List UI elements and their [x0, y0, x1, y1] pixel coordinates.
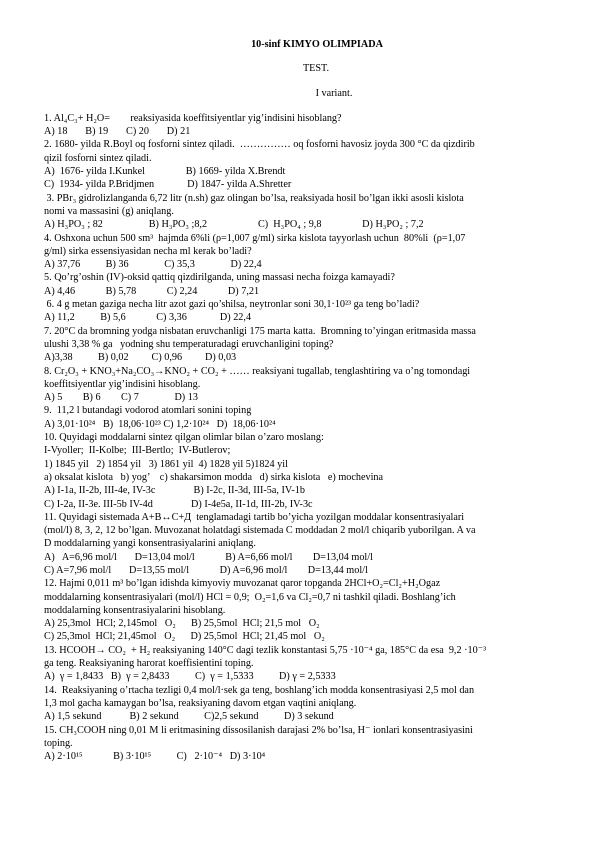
text-line: 13. HCOOH→ CO₂ + H₂ reaksiyaning 140°C dagi tezlik konstantasi 5,75 ·10⁻⁴ ga, 185°C da esa 9,2 ·10⁻³: [44, 644, 487, 656]
variant-label: I variant.: [315, 87, 353, 99]
text-line: C) A=7,96 mol/l D=13,55 mol/l D) A=6,96 mol/l D=13,44 mol/l: [44, 564, 368, 576]
text-line: 14. Reaksiyaning o’rtacha tezligi 0,4 mol/l·sek ga teng, boshlang’ich modda konsentrasiyasi 2,5 mol dan: [44, 684, 475, 696]
text-line: 12. Hajmi 0,011 m³ bo’lgan idishda kimyoviy muvozanat qaror topganda 2HCl+O₂=Cl₂+H₂Ogaz: [44, 578, 441, 590]
text-line: A) 2·10¹⁵ B) 3·10¹⁵ C) 2·10⁻⁴ D) 3·10⁴: [44, 751, 266, 763]
text-line: ga teng. Reaksiyaning harorat koeffisientini toping.: [44, 658, 254, 670]
test-label: TEST.: [302, 63, 330, 75]
text-line: ulushi 3,38 % ga yodning shu temperaturadagi eruvchanligini toping?: [44, 338, 334, 350]
text-line: A) 37,76 B) 36 C) 35,3 D) 22,4: [44, 259, 262, 271]
text-line: A) I-1a, II-2b, III-4e, IV-3c B) I-2c, II-3d, III-5a, IV-1b: [44, 485, 305, 497]
text-line: qizil fosforni sintez qiladi.: [44, 152, 152, 164]
text-line: A) 4,46 B) 5,78 C) 2,24 D) 7,21: [44, 285, 260, 297]
text-line: toping.: [44, 737, 73, 749]
text-line: A) A=6,96 mol/l D=13,04 mol/l B) A=6,66 mol/l D=13,04 mol/l: [44, 551, 373, 563]
text-line: (mol/l) 8, 3, 2, 12 bo’lgan. Muvozanat holatdagi sistemada C moddadan 2 mol/l chiqarib yuborilgan. A va: [44, 525, 476, 537]
text-line: 1. Al₄C₃+ H₂O= reaksiyasida koeffitsiyentlar yig’indisini hisoblang?: [44, 112, 342, 124]
text-line: I-Vyoller; II-Kolbe; III-Bertlo; IV-Butlerov;: [44, 445, 231, 457]
text-line: 15. CH₃COOH ning 0,01 M li eritmasining dissosilanish darajasi 2% bo’lsa, H⁻ ionlari konsentrasiyasini: [44, 724, 473, 736]
text-line: moddalarning konsentrasiyalarini hisoblang.: [44, 604, 226, 616]
test-page: [44, 38, 564, 763]
text-line: a) oksalat kislota b) yog’ c) shakarsimon modda d) sirka kislota e) mochevina: [44, 471, 384, 483]
text-line: 9. 11,2 l butandagi vodorod atomlari sonini toping: [44, 405, 252, 417]
text-line: A)3,38 B) 0,02 C) 0,96 D) 0,03: [44, 352, 237, 364]
text-line: C) 25,3mol HCl; 21,45mol O₂ D) 25,5mol HCl; 21,45 mol O₂: [44, 631, 325, 643]
text-line: 8. Cr₂O₃ + KNO₃+Na₂CO₃→KNO₂ + CO₂ + …… reaksiyani tugallab, tenglashtiring va o’ng tomondagi: [44, 365, 471, 377]
question-list: [44, 112, 564, 764]
text-line: A) 3,01·10²⁴ B) 18,06·10²³ C) 1,2·10²⁴ D) 18,06·10²⁴: [44, 418, 276, 430]
text-line: A) γ = 1,8433 B) γ = 2,8433 C) γ = 1,5333 D) γ = 2,5333: [44, 671, 336, 683]
text-line: A) H₃PO₃ ; 82 B) H₃PO₃ ;8,2 C) H₃PO₄ ; 9,8 D) H₃PO₂ ; 7,2: [44, 219, 424, 231]
text-line: 4. Oshxona uchun 500 sm³ hajmda 6%li (ρ=1,007 g/ml) sirka kislota tayyorlash uchun 80%li (ρ=1,07: [44, 232, 466, 244]
text-line: A) 11,2 B) 5,6 C) 3,36 D) 22,4: [44, 312, 252, 324]
text-line: koeffitsiyentlar yig’indisini hisoblang.: [44, 378, 201, 390]
text-line: A) 1676- yilda I.Kunkel B) 1669- yilda X.Brendt: [44, 166, 286, 178]
text-line: nomi va massasini (g) aniqlang.: [44, 205, 174, 217]
text-line: 1,3 mol gacha kamaygan bo’lsa, reaksiyaning davom etgan vaqtini aniqlang.: [44, 697, 357, 709]
text-line: 3. PBr₃ gidrolizlanganda 6,72 litr (n.sh) gaz olingan bo’lsa, reaksiyada hosil bo’lgan ikki asosli kislota: [44, 192, 464, 204]
page-title: 10-sinf KIMYO OLIMPIADA: [251, 39, 383, 50]
text-line: C) 1934- yilda P.Bridjmen D) 1847- yilda A.Shretter: [44, 179, 292, 191]
text-line: C) I-2a, II-3e. III-5b IV-4d D) I-4e5a, II-1d, III-2b, IV-3c: [44, 498, 313, 510]
text-line: A) 18 B) 19 C) 20 D) 21: [44, 126, 191, 138]
text-line: 10. Quyidagi moddalarni sintez qilgan olimlar bilan o’zaro moslang:: [44, 432, 324, 444]
text-line: g/ml) sirka essensiyasidan necha ml kerak bo’ladi?: [44, 245, 252, 257]
text-line: A) 5 B) 6 C) 7 D) 13: [44, 392, 198, 404]
text-line: A) 25,3mol HCl; 2,145mol O₂ B) 25,5mol HCl; 21,5 mol O₂: [44, 618, 320, 630]
text-line: D moddalarning yangi konsentrasiyalarini aniqlang.: [44, 538, 256, 550]
text-line: 6. 4 g metan gaziga necha litr azot gazi qo’shilsa, neytronlar soni 30,1·10²³ ga teng bo’ladi?: [44, 299, 420, 311]
text-line: 5. Qo’rg’oshin (IV)-oksid qattiq qizdirilganda, uning massasi necha foizga kamayadi?: [44, 272, 395, 284]
text-line: 7. 20°C da bromning yodga nisbatan eruvchanligi 175 marta katta. Bromning to’yingan eritmasida massa: [44, 325, 476, 337]
text-line: moddalarning konsentrasiyalari (mol/l) HCl = 0,9; O₂=1,6 va Cl₂=0,7 ni tashkil qiladi. Boshlang’ich: [44, 591, 456, 603]
text-line: 11. Quyidagi sistemada A+B↔C+Д tenglamadagi tartib bo’yicha yozilgan moddalar konsentrasiyalari: [44, 511, 465, 523]
text-line: 2. 1680- yilda R.Boyl oq fosforni sintez qiladi. …………… oq fosforni havosiz joyda 300 °C da qizdirib: [44, 139, 475, 151]
text-line: 1) 1845 yil 2) 1854 yil 3) 1861 yil 4) 1828 yil 5)1824 yil: [44, 458, 288, 470]
text-line: A) 1,5 sekund B) 2 sekund C)2,5 sekund D) 3 sekund: [44, 711, 334, 723]
